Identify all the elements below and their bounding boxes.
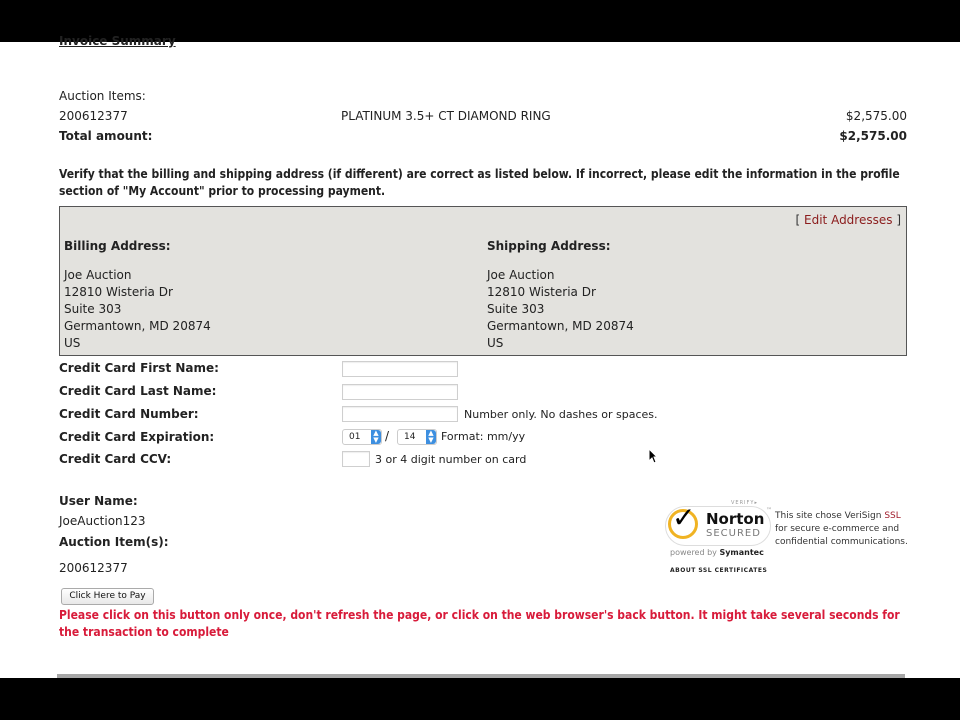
cc-number-label: Credit Card Number: bbox=[59, 407, 199, 421]
shipping-line: 12810 Wisteria Dr bbox=[487, 285, 596, 299]
desc-line-3: confidential communications. bbox=[775, 537, 908, 547]
horizontal-scrollbar[interactable] bbox=[57, 674, 905, 678]
norton-verify: VERIFY▸ bbox=[731, 500, 758, 506]
item-price: $2,575.00 bbox=[845, 109, 907, 123]
total-amount-value: $2,575.00 bbox=[839, 129, 907, 143]
norton-secured: SECURED bbox=[706, 528, 761, 539]
cc-last-name-label: Credit Card Last Name: bbox=[59, 384, 217, 398]
exp-month-select[interactable] bbox=[342, 429, 382, 445]
checkmark-icon: ✓ bbox=[672, 501, 696, 534]
norton-description bbox=[775, 510, 908, 549]
norton-tm: ™ bbox=[766, 507, 772, 514]
address-box bbox=[59, 206, 907, 356]
edit-addresses bbox=[796, 213, 901, 227]
bracket-open: [ bbox=[795, 213, 805, 227]
shipping-line: Joe Auction bbox=[487, 268, 555, 282]
bracket-close: ] bbox=[892, 213, 901, 227]
symantec-text: Symantec bbox=[719, 548, 764, 557]
powered-by bbox=[670, 548, 764, 557]
exp-separator: / bbox=[385, 429, 390, 443]
username-label: User Name: bbox=[59, 494, 138, 508]
shipping-line: Germantown, MD 20874 bbox=[487, 319, 634, 333]
auction-items-label: Auction Items: bbox=[59, 89, 146, 103]
item-id: 200612377 bbox=[59, 109, 128, 123]
verify-address-notice: Verify that the billing and shipping address (if different) are correct as listed below. If incorrect, please edit the information in the profile section of "My Account" prior to processing payment. bbox=[59, 167, 900, 198]
auction-items-summary-label: Auction Item(s): bbox=[59, 535, 169, 549]
mouse-cursor-icon bbox=[648, 448, 658, 464]
item-description: PLATINUM 3.5+ CT DIAMOND RING bbox=[341, 109, 551, 123]
norton-brand: Norton bbox=[706, 510, 765, 528]
cc-number-hint: Number only. No dashes or spaces. bbox=[464, 408, 658, 421]
billing-line: US bbox=[64, 336, 81, 350]
cc-last-name-input[interactable] bbox=[342, 384, 458, 400]
exp-month-value: 01 bbox=[349, 432, 361, 442]
select-arrows-icon: ▲ ▼ bbox=[426, 430, 436, 444]
auction-item-value: 200612377 bbox=[59, 561, 128, 575]
cc-first-name-label: Credit Card First Name: bbox=[59, 361, 219, 375]
shipping-address-label: Shipping Address: bbox=[487, 239, 611, 253]
cc-ccv-label: Credit Card CCV: bbox=[59, 452, 172, 466]
powered-by-text: powered by bbox=[670, 548, 720, 557]
billing-address-label: Billing Address: bbox=[64, 239, 171, 253]
about-ssl-link[interactable]: ABOUT SSL CERTIFICATES bbox=[670, 567, 768, 574]
exp-year-select[interactable] bbox=[397, 429, 437, 445]
total-amount-label: Total amount: bbox=[59, 129, 153, 143]
desc-line-2: for secure e-commerce and bbox=[775, 524, 900, 534]
shipping-line: US bbox=[487, 336, 504, 350]
ssl-link[interactable]: SSL bbox=[884, 511, 901, 521]
shipping-line: Suite 303 bbox=[487, 302, 545, 316]
billing-line: Joe Auction bbox=[64, 268, 132, 282]
payment-page bbox=[0, 34, 960, 678]
username-value: JoeAuction123 bbox=[59, 514, 146, 528]
billing-address bbox=[64, 238, 211, 352]
cc-expiration-label: Credit Card Expiration: bbox=[59, 430, 215, 444]
edit-addresses-link[interactable]: Edit Addresses bbox=[804, 213, 893, 227]
shipping-address bbox=[487, 238, 634, 352]
billing-line: 12810 Wisteria Dr bbox=[64, 285, 173, 299]
norton-secured-seal[interactable] bbox=[665, 500, 908, 580]
billing-line: Germantown, MD 20874 bbox=[64, 319, 211, 333]
select-arrows-icon: ▲ ▼ bbox=[371, 430, 381, 444]
cc-number-input[interactable] bbox=[342, 406, 458, 422]
desc-line-1 bbox=[775, 510, 908, 523]
exp-hint: Format: mm/yy bbox=[441, 430, 526, 443]
pay-button[interactable]: Click Here to Pay bbox=[61, 588, 154, 605]
billing-line: Suite 303 bbox=[64, 302, 122, 316]
ccv-hint: 3 or 4 digit number on card bbox=[375, 453, 527, 466]
cc-first-name-input[interactable] bbox=[342, 361, 458, 377]
invoice-summary-heading: Invoice Summary bbox=[59, 34, 176, 48]
cc-ccv-input[interactable] bbox=[342, 451, 370, 467]
exp-year-value: 14 bbox=[404, 432, 416, 442]
desc-text: This site chose VeriSign bbox=[775, 511, 885, 521]
payment-warning: Please click on this button only once, don't refresh the page, or click on the web browser's back button. It might take several seconds for the transaction to complete bbox=[59, 608, 900, 639]
